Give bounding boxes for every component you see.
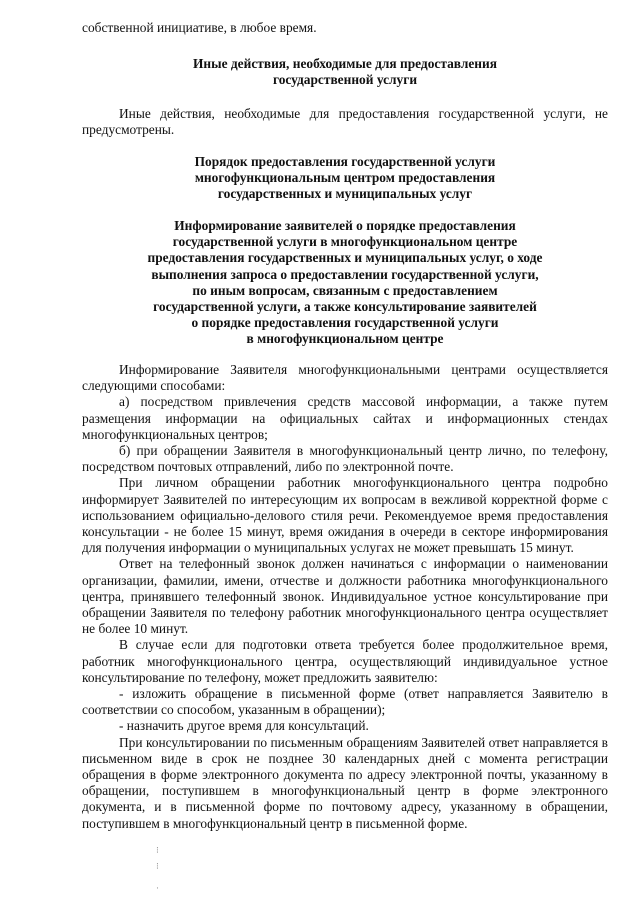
paragraph-longer-time: В случае если для подготовки ответа требуется более продолжительное время, работник многофункционального центра, осуществляющий индивидуальное устное консультирование по телефону, может предложить заявителю: — [82, 637, 608, 685]
paragraph-option-written: - изложить обращение в письменной форме (ответ направляется Заявителю в соответствии со способом, указанным в обращении); — [82, 686, 608, 718]
paragraph-phone-call: Ответ на телефонный звонок должен начинаться с информации о наименовании организации, фамилии, имени, отчестве и должности работника многофункционального центра, принявшего телефонный звонок. Индивидуальное устное консультирование при обращении Заявителя по телефону работник многофункционального центра осуществляет не более 10 минут. — [82, 556, 608, 637]
scan-speck: ⁝ — [156, 845, 159, 855]
paragraph-ways: Информирование Заявителя многофункциональными центрами осуществляется следующими способами: — [82, 362, 608, 394]
body-text — [82, 362, 608, 832]
heading-informing: Информирование заявителей о порядке предоставления государственной услуги в многофункциональном центре предоставления государственных и муниципальных услуг, о ходе выполнения запроса о предоставлении государственной услуги, по иным вопросам, связанным с предоставлением государственной услуги, а также консультирование заявителей о порядке предоставления государственной услуги в многофункциональном центре — [147, 218, 543, 347]
paragraph-item-a: а) посредством привлечения средств массовой информации, а также путем размещения информации на официальных сайтах и информационных стендах многофункциональных центров; — [82, 394, 608, 442]
intro-line: собственной инициативе, в любое время. — [82, 20, 317, 35]
paragraph-option-reschedule: - назначить другое время для консультаций. — [119, 718, 369, 734]
paragraph-written-requests: При консультировании по письменным обращениям Заявителей ответ направляется в письменном виде в срок не позднее 30 календарных дней с момента регистрации обращения в форме электронного документа по адресу электронной почты, указанному в обращении, поступившем в многофункциональный центр в форме электронного документа, и в письменной форме по почтовому адресу, указанному в обращении, поступившем в многофункциональный центр в письменной форме. — [82, 734, 608, 831]
scan-speck: · — [156, 883, 159, 893]
heading-mfc-procedure: Порядок предоставления государственной услуги многофункциональным центром предоставления государственных и муниципальных услуг — [194, 154, 496, 202]
paragraph-item-b: б) при обращении Заявителя в многофункциональный центр лично, по телефону, посредством почтовых отправлений, либо по электронной почте. — [82, 443, 608, 475]
heading-other-actions: Иные действия, необходимые для предоставления государственной услуги — [193, 56, 497, 88]
scan-speck: ⁝ — [156, 861, 159, 871]
paragraph-other-actions: Иные действия, необходимые для предоставления государственной услуги, не предусмотрены. — [82, 106, 608, 138]
paragraph-personal-visit: При личном обращении работник многофункционального центра подробно информирует Заявителей по интересующим их вопросам в вежливой корректной форме с использованием официально-делового стиля речи. Рекомендуемое время предоставления консультации - не более 15 минут, время ожидания в очереди в секторе информирования для получения информации о муниципальных услугах не может превышать 15 минут. — [82, 475, 608, 556]
